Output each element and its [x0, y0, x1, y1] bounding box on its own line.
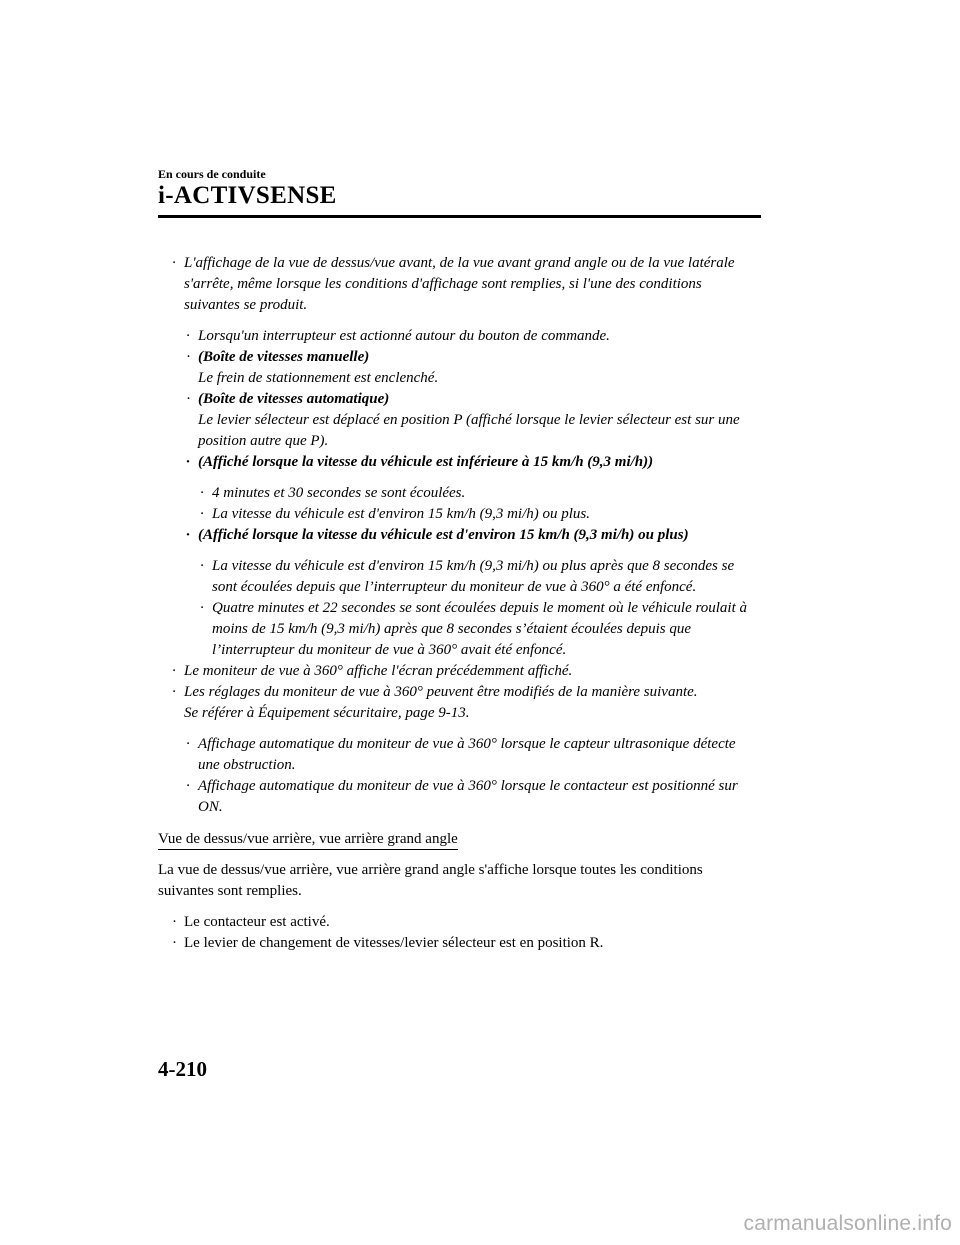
- list-item: [158, 661, 758, 682]
- subheading-wrap: [158, 818, 758, 850]
- list-item: [158, 525, 758, 546]
- bullet-icon: ·: [172, 935, 177, 951]
- title-divider: [158, 215, 761, 218]
- item-text: L'affichage de la vue de dessus/vue avant, de la vue avant grand angle ou de la vue latérale s'arrête, même lorsque les conditions d'affichage sont remplies, si l'une des conditions suivantes se produit.: [184, 255, 735, 313]
- bullet-icon: ·: [186, 527, 190, 543]
- item-text: Les réglages du moniteur de vue à 360° peuvent être modifiés de la manière suivante.: [184, 684, 698, 700]
- subheading: Vue de dessus/vue arrière, vue arrière grand angle: [158, 830, 458, 850]
- section-label: En cours de conduite: [158, 167, 266, 181]
- list-item: [158, 682, 758, 724]
- page-title: i-ACTIVSENSE: [158, 182, 337, 209]
- item-text: Le moniteur de vue à 360° affiche l'écran précédemment affiché.: [184, 663, 573, 679]
- item-heading: (Boîte de vitesses manuelle): [198, 349, 370, 365]
- page-reference: Se référer à Équipement sécuritaire, page 9-13.: [184, 705, 470, 721]
- list-item: [158, 253, 758, 316]
- bullet-icon: ·: [172, 663, 176, 679]
- bullet-icon: ·: [186, 454, 190, 470]
- bullet-icon: ·: [172, 684, 176, 700]
- list-item: [158, 389, 758, 452]
- paragraph: La vue de dessus/vue arrière, vue arrière grand angle s'affiche lorsque toutes les conditions suivantes sont remplies.: [158, 862, 703, 899]
- bullet-icon: ·: [186, 349, 191, 365]
- item-text: Affichage automatique du moniteur de vue à 360° lorsque le capteur ultrasonique détecte une obstruction.: [198, 736, 736, 773]
- bullet-icon: ·: [200, 600, 204, 616]
- item-text: La vitesse du véhicule est d'environ 15 km/h (9,3 mi/h) ou plus.: [212, 506, 590, 522]
- list-item: [158, 912, 758, 933]
- item-heading: (Affiché lorsque la vitesse du véhicule est d'environ 15 km/h (9,3 mi/h) ou plus): [198, 527, 689, 543]
- item-text: Le levier de changement de vitesses/levier sélecteur est en position R.: [184, 935, 604, 951]
- list-item: [158, 452, 758, 473]
- item-text: 4 minutes et 30 secondes se sont écoulées.: [212, 485, 466, 501]
- bullet-icon: ·: [200, 558, 204, 574]
- list-item: [158, 326, 758, 347]
- list-item: [158, 734, 758, 776]
- item-text: Le contacteur est activé.: [184, 914, 330, 930]
- list-item: [158, 483, 758, 504]
- list-item: [158, 933, 758, 954]
- item-text: Le levier sélecteur est déplacé en position P (affiché lorsque le levier sélecteur est sur une position autre que P).: [198, 412, 740, 449]
- list-item: [158, 776, 758, 818]
- item-text: Affichage automatique du moniteur de vue à 360° lorsque le contacteur est positionné sur ON.: [198, 778, 738, 815]
- list-item: [158, 598, 758, 661]
- bullet-icon: ·: [186, 736, 190, 752]
- bullet-icon: ·: [172, 914, 177, 930]
- item-text: Quatre minutes et 22 secondes se sont écoulées depuis le moment où le véhicule roulait à moins de 15 km/h (9,3 mi/h) après que 8 secondes s’étaient écoulées depuis que l’interrupteur du moniteur de vue à 360° avait été enfoncé.: [212, 600, 748, 658]
- item-text: La vitesse du véhicule est d'environ 15 km/h (9,3 mi/h) ou plus après que 8 secondes se sont écoulées depuis que l’interrupteur du moniteur de vue à 360° a été enfoncé.: [212, 558, 735, 595]
- list-item: [158, 556, 758, 598]
- body-content: [158, 253, 758, 954]
- bullet-icon: ·: [186, 391, 191, 407]
- item-heading: (Affiché lorsque la vitesse du véhicule est inférieure à 15 km/h (9,3 mi/h)): [198, 454, 654, 470]
- bullet-icon: ·: [186, 328, 190, 344]
- item-heading: (Boîte de vitesses automatique): [198, 391, 390, 407]
- bullet-icon: ·: [200, 485, 204, 501]
- list-item: [158, 504, 758, 525]
- bullet-icon: ·: [172, 255, 176, 271]
- watermark: carmanualsonline.info: [743, 1212, 952, 1235]
- page-number: 4-210: [158, 1057, 207, 1081]
- bullet-icon: ·: [186, 778, 190, 794]
- bullet-icon: ·: [200, 506, 204, 522]
- item-text: Le frein de stationnement est enclenché.: [198, 370, 439, 386]
- item-text: Lorsqu'un interrupteur est actionné autour du bouton de commande.: [198, 328, 610, 344]
- list-item: [158, 347, 758, 389]
